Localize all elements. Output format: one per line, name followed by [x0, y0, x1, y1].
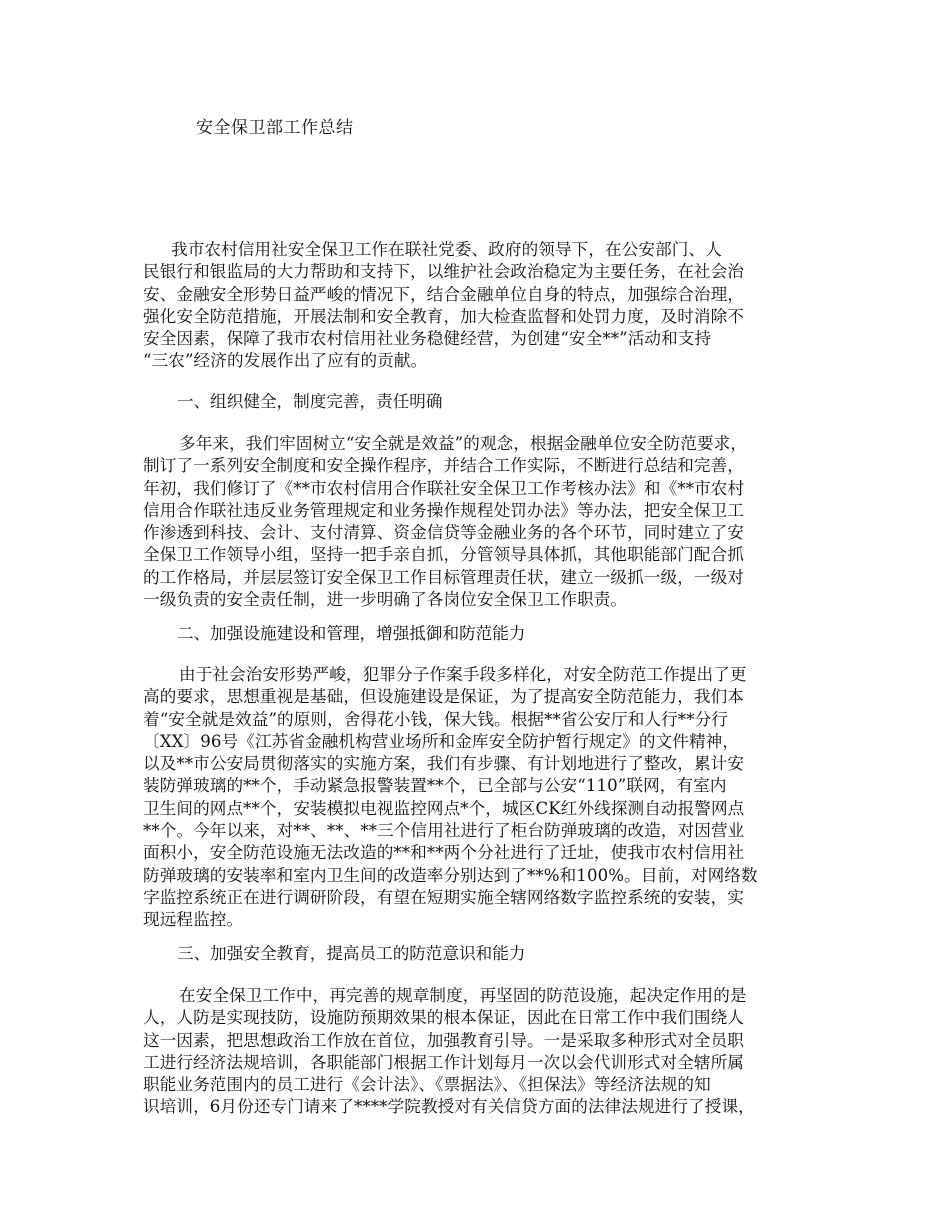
text-line: 防弹玻璃的安装率和室内卫生间的改造率分别达到了**%和100%。目前，对网络数	[143, 865, 758, 885]
text-line: 人，人防是实现技防，设施防预期效果的根本保证，因此在日常工作中我们围绕人	[143, 1008, 744, 1028]
text-line: 职能业务范围内的员工进行《会计法》、《票据法》、《担保法》等经济法规的知	[143, 1075, 711, 1095]
text-line: 制订了一系列安全制度和安全操作程序，并结合工作实际，不断进行总结和完善，	[143, 456, 744, 476]
text-line: **个。今年以来，对**、**、**三个信用社进行了柜台防弹玻璃的改造，对因营业	[143, 821, 745, 841]
text-line: 高的要求，思想重视是基础，但设施建设是保证，为了提高安全防范能力，我们本	[143, 687, 744, 707]
text-line: 〔XX〕96号《江苏省金融机构营业场所和金库安全防护暂行规定》的文件精神，	[143, 731, 740, 751]
text-line: 多年来，我们牢固树立“安全就是效益”的观念，根据金融单位安全防范要求，	[179, 434, 748, 453]
section-3-paragraph	[143, 985, 825, 1119]
text-line: 信用合作联社违反业务管理规定和业务操作规程处罚办法》等办法，把安全保卫工	[143, 500, 744, 520]
text-line: 在安全保卫工作中，再完善的规章制度，再坚固的防范设施，起决定作用的是	[179, 986, 747, 1005]
text-line: 识培训，6月份还专门请来了****学院教授对有关信贷方面的法律法规进行了授课，	[143, 1097, 755, 1117]
text-line: 以及**市公安局贯彻落实的实施方案，我们有步骤、有计划地进行了整改，累计安	[143, 754, 745, 774]
section-2-paragraph	[143, 664, 825, 932]
text-line: 作渗透到科技、会计、支付清算、资金信贷等金融业务的各个环节，同时建立了安	[143, 523, 744, 543]
text-line: 安全因素，保障了我市农村信用社业务稳健经营，为创建“安全**”活动和支持	[143, 329, 712, 349]
text-line: 民银行和银监局的大力帮助和支持下，以维护社会政治稳定为主要任务，在社会治	[143, 262, 744, 282]
section-1-paragraph	[143, 433, 825, 611]
text-line: 由于社会治安形势严峻，犯罪分子作案手段多样化，对安全防范工作提出了更	[179, 665, 747, 684]
text-line: 的工作格局，并层层签订安全保卫工作目标管理责任状，建立一级抓一级，一级对	[143, 567, 744, 587]
text-line: 年初，我们修订了《**市农村信用合作联社安全保卫工作考核办法》和《**市农村	[143, 478, 745, 498]
text-line: 安、金融安全形势日益严峻的情况下，结合金融单位自身的特点，加强综合治理，	[143, 284, 744, 304]
section-3-heading: 三、加强安全教育，提高员工的防范意识和能力	[177, 944, 526, 963]
text-line: 工进行经济法规培训，各职能部门根据工作计划每月一次以会代训形式对全辖所属	[143, 1052, 744, 1072]
document-title: 安全保卫部工作总结	[196, 118, 354, 138]
text-line: 面积小，安全防范设施无法改造的**和**两个分社进行了迁址，使我市农村信用社	[143, 843, 745, 863]
text-line: 这一因素，把思想政治工作放在首位，加强教育引导。一是采取多种形式对全员职	[143, 1030, 744, 1050]
text-line: 现远程监控。	[143, 910, 244, 930]
section-2-heading: 二、加强设施建设和管理，增强抵御和防范能力	[177, 624, 526, 643]
text-line: 一级负责的安全责任制，进一步明确了各岗位安全保卫工作职责。	[143, 590, 628, 610]
text-line: 全保卫工作领导小组，坚持一把手亲自抓，分管领导具体抓，其他职能部门配合抓	[143, 545, 744, 565]
text-line: 着“安全就是效益”的原则，舍得花小钱，保大钱。根据**省公安厅和人行**分行	[143, 709, 728, 729]
section-1-heading: 一、组织健全，制度完善，责任明确	[177, 392, 443, 411]
text-line: 装防弹玻璃的**个，手动紧急报警装置**个，已全部与公安“110”联网，有室内	[143, 776, 727, 796]
text-line: “三农”经济的发展作出了应有的贡献。	[143, 351, 428, 371]
text-line: 字监控系统正在进行调研阶段，有望在短期实施全辖网络数字监控系统的安装，实	[143, 887, 744, 907]
text-line: 卫生间的网点**个，安装模拟电视监控网点*个，城区CK红外线探测自动报警网点	[143, 798, 745, 818]
text-line: 我市农村信用社安全保卫工作在联社党委、政府的领导下，在公安部门、人	[171, 240, 722, 259]
text-line: 强化安全防范措施，开展法制和安全教育，加大检查监督和处罚力度，及时消除不	[143, 306, 744, 326]
intro-paragraph	[143, 239, 825, 373]
